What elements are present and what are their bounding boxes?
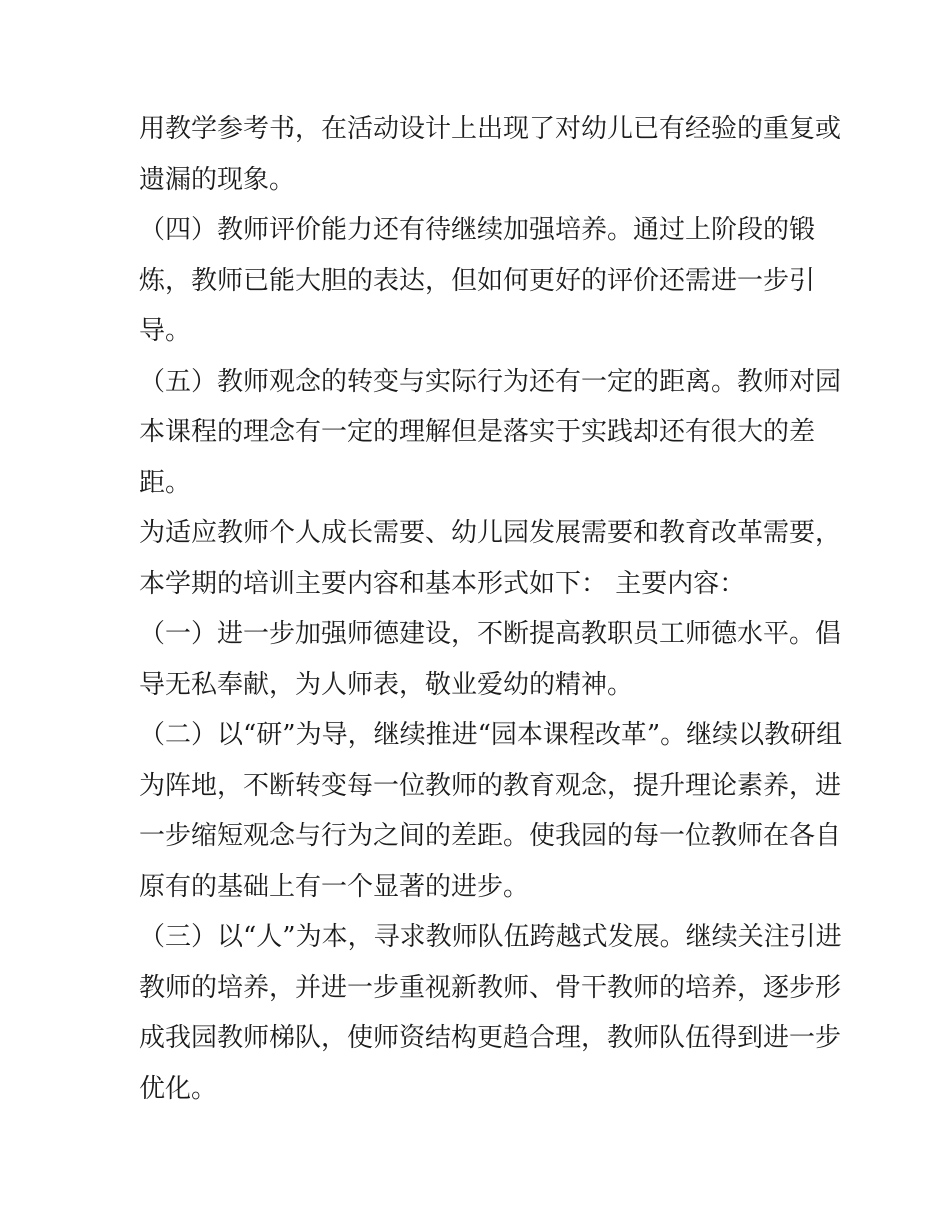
text-line: 本课程的理念有一定的理解但是落实于实践却还有很大的差: [139, 417, 816, 447]
text-line: 导。: [139, 316, 192, 346]
text-line: 原有的基础上有一个显著的进步。: [139, 871, 530, 902]
text-line: （五）教师观念的转变与实际行为还有一定的距离。教师对园: [139, 366, 842, 397]
text-line: （一）进一步加强师德建设，不断提高教职员工师德水平。倡: [139, 619, 842, 649]
text-line: 遗漏的现象。: [139, 164, 296, 195]
text-line: 为适应教师个人成长需要、幼儿园发展需要和教育改革需要，: [139, 518, 842, 548]
text-line: 为阵地，不断转变每一位教师的教育观念，提升理论素养，进: [139, 770, 842, 801]
text-line: 距。: [139, 467, 192, 498]
text-line: 导无私奉献，为人师表，敬业爱幼的精神。: [139, 669, 634, 700]
text-line: 炼，教师已能大胆的表达，但如何更好的评价还需进一步引: [139, 265, 816, 296]
text-line: 成我园教师梯队，使师资结构更趋合理，教师队伍得到进一步: [139, 1023, 842, 1053]
text-line: 一步缩短观念与行为之间的差距。使我园的每一位教师在各自: [139, 821, 842, 851]
text-line: 教师的培养，并进一步重视新教师、骨干教师的培养，逐步形: [139, 972, 842, 1003]
text-line: 用教学参考书，在活动设计上出现了对幼儿已有经验的重复或: [139, 114, 842, 144]
text-line: 本学期的培训主要内容和基本形式如下： 主要内容：: [139, 568, 746, 599]
body-text: [139, 104, 843, 1114]
text-line: （四）教师评价能力还有待继续加强培养。通过上阶段的锻: [139, 215, 816, 245]
text-line: （三）以“人”为本，寻求教师队伍跨越式发展。继续关注引进: [139, 922, 842, 952]
text-line: （二）以“研”为导，继续推进“园本课程改革”。继续以教研组: [139, 720, 843, 750]
text-line: 优化。: [139, 1073, 218, 1104]
